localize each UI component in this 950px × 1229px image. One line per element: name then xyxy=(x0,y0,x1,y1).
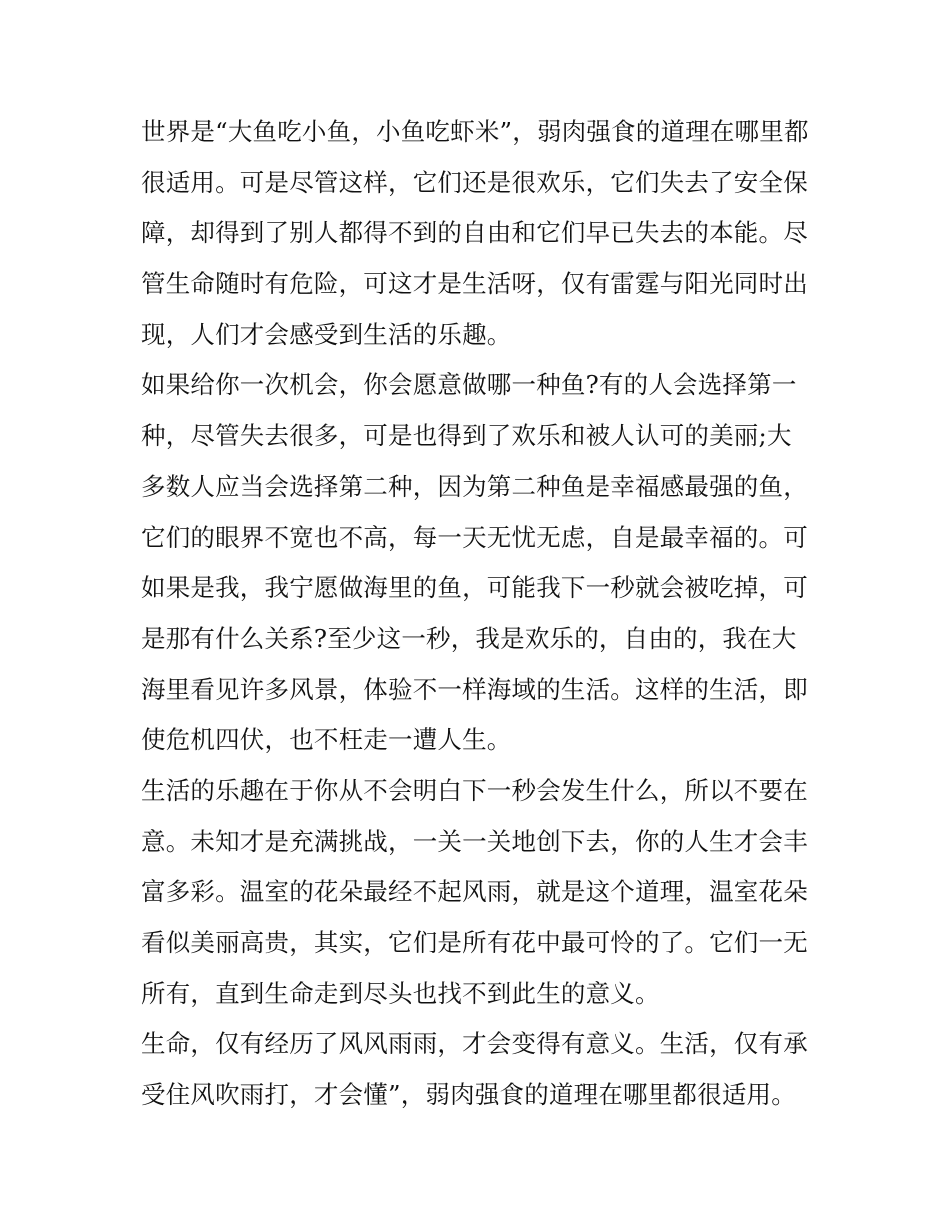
text-line: 管生命随时有危险，可这才是生活呀，仅有雷霆与阳光同时出 xyxy=(141,269,808,299)
paragraph-3 xyxy=(141,766,813,1019)
text-line: 如果给你一次机会，你会愿意做哪一种鱼?有的人会选择第一 xyxy=(141,370,797,400)
text-line: 现，人们才会感受到生活的乐趣。 xyxy=(141,319,512,349)
document-body xyxy=(141,107,813,1121)
text-line: 意。未知才是充满挑战，一关一关地创下去，你的人生才会丰 xyxy=(141,826,808,856)
text-line: 很适用。可是尽管这样，它们还是很欢乐，它们失去了安全保 xyxy=(141,167,808,197)
text-line: 生活的乐趣在于你从不会明白下一秒会发生什么，所以不要在 xyxy=(141,775,808,805)
text-line: 世界是“大鱼吃小鱼，小鱼吃虾米”，弱肉强食的道理在哪里都 xyxy=(141,117,809,146)
text-line: 如果是我，我宁愿做海里的鱼，可能我下一秒就会被吃掉，可 xyxy=(141,573,808,603)
text-line: 使危机四伏，也不枉走一遭人生。 xyxy=(141,725,512,755)
text-line: 种，尽管失去很多，可是也得到了欢乐和被人认可的美丽;大 xyxy=(141,421,792,451)
text-line: 富多彩。温室的花朵最经不起风雨，就是这个道理，温室花朵 xyxy=(141,877,808,907)
paragraph-1 xyxy=(141,107,813,360)
text-line: 生命，仅有经历了风风雨雨，才会变得有意义。生活，仅有承 xyxy=(141,1029,808,1059)
paragraph-4 xyxy=(141,1019,813,1120)
text-line: 多数人应当会选择第二种，因为第二种鱼是幸福感最强的鱼， xyxy=(141,471,808,501)
text-line: 障，却得到了别人都得不到的自由和它们早已失去的本能。尽 xyxy=(141,218,808,248)
text-line: 是那有什么关系?至少这一秒，我是欢乐的，自由的，我在大 xyxy=(141,623,797,653)
paragraph-2 xyxy=(141,360,813,766)
text-line: 海里看见许多风景，体验不一样海域的生活。这样的生活，即 xyxy=(141,674,808,704)
text-line: 看似美丽高贵，其实，它们是所有花中最可怜的了。它们一无 xyxy=(141,928,808,957)
text-line: 它们的眼界不宽也不高，每一天无忧无虑，自是最幸福的。可 xyxy=(141,522,808,552)
text-line: 受住风吹雨打，才会懂”，弱肉强食的道理在哪里都很适用。 xyxy=(141,1080,796,1110)
text-line: 所有，直到生命走到尽头也找不到此生的意义。 xyxy=(141,978,660,1008)
